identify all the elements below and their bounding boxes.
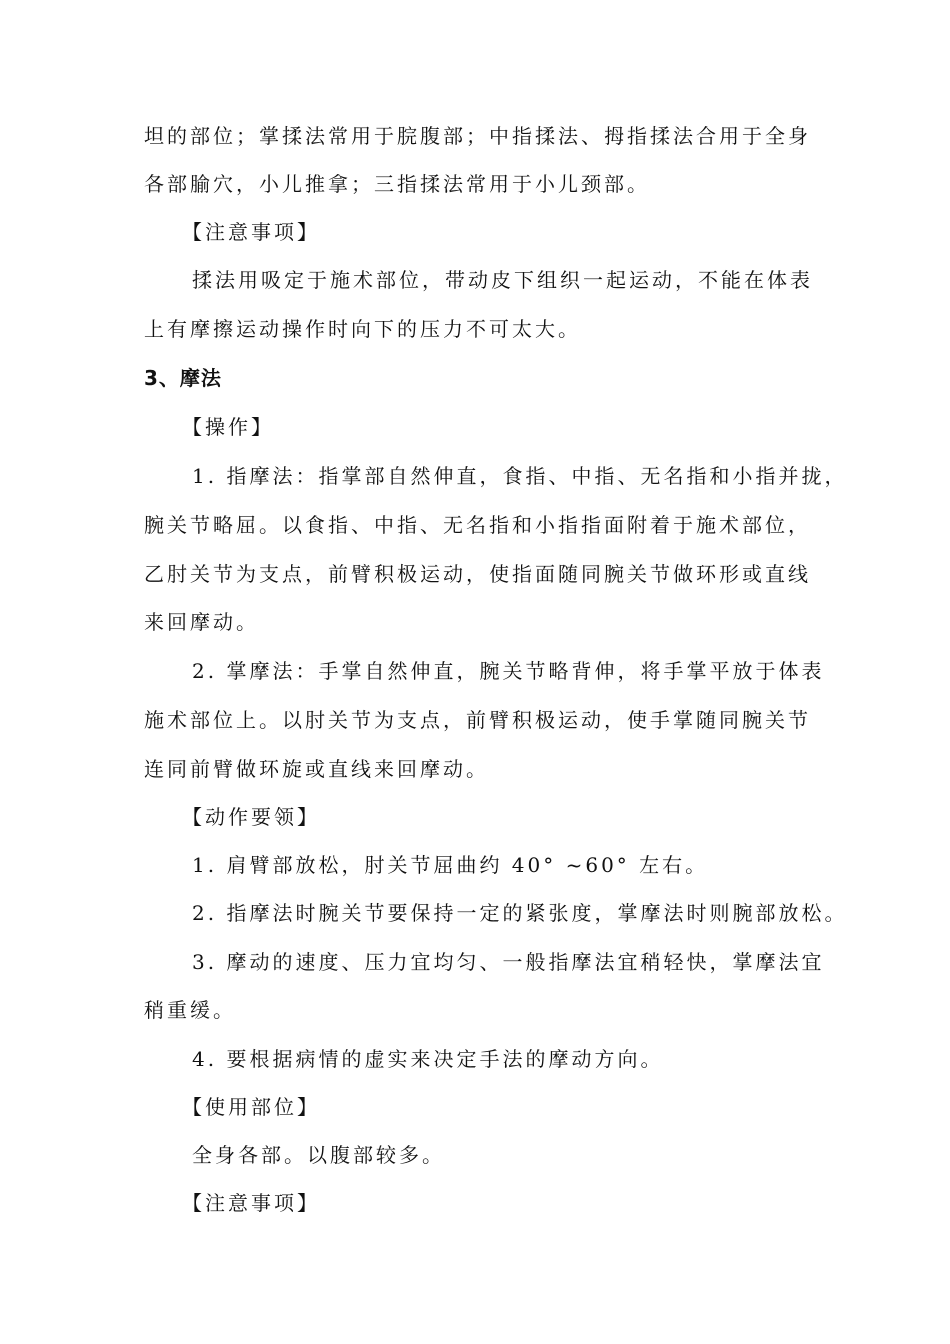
paragraph-line: 来回摩动。 xyxy=(144,610,259,634)
section-heading: 3、摩法 xyxy=(144,366,222,390)
paragraph-line: 坦的部位；掌揉法常用于脘腹部；中指揉法、拇指揉法合用于全身 xyxy=(144,124,811,148)
section-label-key-points: 【动作要领】 xyxy=(182,805,320,829)
paragraph-line: 稍重缓。 xyxy=(144,998,236,1022)
section-label-usage-area: 【使用部位】 xyxy=(182,1095,320,1119)
section-label-operation: 【操作】 xyxy=(182,415,274,439)
paragraph-line: 上有摩擦运动操作时向下的压力不可太大。 xyxy=(144,317,581,341)
paragraph-line: 乙肘关节为支点，前臂积极运动，使指面随同腕关节做环形或直线 xyxy=(144,562,811,586)
paragraph-line: 各部腧穴，小儿推拿；三指揉法常用于小儿颈部。 xyxy=(144,172,650,196)
paragraph-line: 连同前臂做环旋或直线来回摩动。 xyxy=(144,757,489,781)
paragraph-line: 腕关节略屈。以食指、中指、无名指和小指指面附着于施术部位， xyxy=(144,513,811,537)
paragraph-line: 揉法用吸定于施术部位，带动皮下组织一起运动，不能在体表 xyxy=(192,268,813,292)
paragraph-line: 4. 要根据病情的虚实来决定手法的摩动方向。 xyxy=(192,1047,664,1071)
paragraph-line: 全身各部。以腹部较多。 xyxy=(192,1143,445,1167)
section-label-precautions: 【注意事项】 xyxy=(182,220,320,244)
paragraph-line: 1. 肩臂部放松，肘关节屈曲约 40° ~60° 左右。 xyxy=(192,853,709,877)
paragraph-line: 3. 摩动的速度、压力宜均匀、一般指摩法宜稍轻快，掌摩法宜 xyxy=(192,950,825,974)
paragraph-line: 2. 掌摩法：手掌自然伸直，腕关节略背伸，将手掌平放于体表 xyxy=(192,659,825,683)
paragraph-line: 1. 指摩法：指掌部自然伸直，食指、中指、无名指和小指并拢， xyxy=(192,464,848,488)
paragraph-line: 2. 指摩法时腕关节要保持一定的紧张度，掌摩法时则腕部放松。 xyxy=(192,901,848,925)
section-label-precautions: 【注意事项】 xyxy=(182,1191,320,1215)
paragraph-line: 施术部位上。以肘关节为支点，前臂积极运动，使手掌随同腕关节 xyxy=(144,708,811,732)
